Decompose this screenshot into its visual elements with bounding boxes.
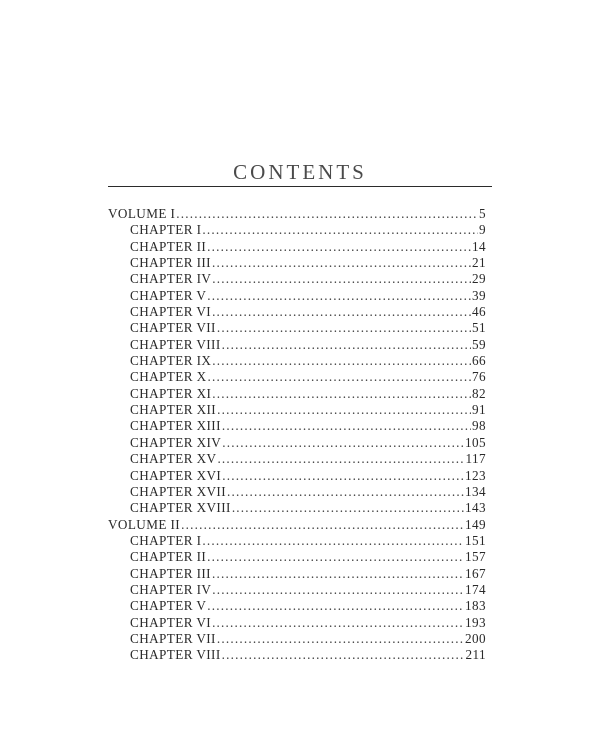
dot-leader xyxy=(181,517,464,533)
toc-chapter-entry[interactable] xyxy=(108,484,486,500)
toc-chapter-entry[interactable] xyxy=(108,353,486,369)
toc-entry-page-number: 105 xyxy=(465,434,486,450)
toc-entry-label: VOLUME I xyxy=(108,206,176,221)
dot-leader xyxy=(222,647,465,663)
dot-leader xyxy=(202,222,478,238)
toc-entry-label: CHAPTER V xyxy=(130,287,207,303)
toc-entry-page-number: 143 xyxy=(465,500,486,516)
dot-leader xyxy=(222,468,464,484)
dot-leader xyxy=(207,239,471,255)
toc-entry-label: CHAPTER VI xyxy=(130,614,212,630)
toc-chapter-entry[interactable] xyxy=(108,402,486,418)
dot-leader xyxy=(212,566,464,582)
dot-leader xyxy=(208,369,471,385)
dot-leader xyxy=(212,255,471,271)
toc-entry-label: CHAPTER VII xyxy=(130,630,216,646)
toc-chapter-entry[interactable] xyxy=(108,647,486,663)
toc-entry-page-number: 59 xyxy=(472,336,486,352)
toc-entry-label: CHAPTER II xyxy=(130,238,207,254)
toc-entry-label: CHAPTER XV xyxy=(130,451,217,467)
toc-chapter-entry[interactable] xyxy=(108,533,486,549)
toc-entry-label: CHAPTER IV xyxy=(130,581,212,597)
toc-entry-label: CHAPTER XVII xyxy=(130,483,227,499)
toc-chapter-entry[interactable] xyxy=(108,320,486,336)
dot-leader xyxy=(176,206,478,222)
toc-entry-label: CHAPTER XVIII xyxy=(130,500,231,516)
toc-chapter-entry[interactable] xyxy=(108,615,486,631)
dot-leader xyxy=(217,451,464,467)
toc-chapter-entry[interactable] xyxy=(108,582,486,598)
toc-entry-label: CHAPTER XI xyxy=(130,385,212,401)
toc-chapter-entry[interactable] xyxy=(108,239,486,255)
toc-chapter-entry[interactable] xyxy=(108,566,486,582)
toc-entry-page-number: 167 xyxy=(465,565,486,581)
toc-entry-page-number: 9 xyxy=(479,222,486,238)
toc-entry-label: CHAPTER V xyxy=(130,598,207,614)
toc-entry-label: CHAPTER II xyxy=(130,549,207,565)
toc-entry-page-number: 14 xyxy=(472,238,486,254)
toc-chapter-entry[interactable] xyxy=(108,222,486,238)
toc-chapter-entry[interactable] xyxy=(108,288,486,304)
dot-leader xyxy=(207,549,464,565)
toc-chapter-entry[interactable] xyxy=(108,418,486,434)
title-divider xyxy=(108,186,492,187)
toc-entry-page-number: 5 xyxy=(479,206,486,221)
toc-entry-page-number: 117 xyxy=(465,451,486,467)
toc-entry-page-number: 46 xyxy=(472,304,486,320)
toc-entry-label: VOLUME II xyxy=(108,516,181,532)
dot-leader xyxy=(222,337,471,353)
toc-entry-page-number: 51 xyxy=(472,320,486,336)
toc-chapter-entry[interactable] xyxy=(108,468,486,484)
dot-leader xyxy=(212,582,464,598)
toc-entry-label: CHAPTER IV xyxy=(130,271,212,287)
toc-chapter-entry[interactable] xyxy=(108,271,486,287)
dot-leader xyxy=(202,533,464,549)
toc-volume-entry[interactable] xyxy=(108,517,486,533)
toc-entry-page-number: 29 xyxy=(472,271,486,287)
dot-leader xyxy=(232,500,464,516)
page-title: CONTENTS xyxy=(233,160,367,185)
toc-chapter-entry[interactable] xyxy=(108,304,486,320)
toc-entry-page-number: 123 xyxy=(465,467,486,483)
toc-entry-page-number: 91 xyxy=(472,402,486,418)
toc-entry-page-number: 149 xyxy=(465,516,486,532)
toc-entry-page-number: 66 xyxy=(472,353,486,369)
toc-entry-label: CHAPTER VI xyxy=(130,304,212,320)
table-of-contents xyxy=(108,206,486,664)
toc-entry-label: CHAPTER III xyxy=(130,565,211,581)
toc-entry-page-number: 157 xyxy=(465,549,486,565)
toc-chapter-entry[interactable] xyxy=(108,631,486,647)
dot-leader xyxy=(212,304,471,320)
toc-chapter-entry[interactable] xyxy=(108,255,486,271)
dot-leader xyxy=(207,598,464,614)
toc-entry-label: CHAPTER XIV xyxy=(130,434,222,450)
toc-entry-label: CHAPTER XII xyxy=(130,402,217,418)
toc-entry-page-number: 200 xyxy=(465,630,486,646)
toc-entry-label: CHAPTER XVI xyxy=(130,467,222,483)
toc-entry-label: CHAPTER VIII xyxy=(130,336,221,352)
toc-entry-page-number: 151 xyxy=(465,532,486,548)
toc-entry-page-number: 134 xyxy=(465,483,486,499)
toc-entry-page-number: 39 xyxy=(472,287,486,303)
toc-entry-label: CHAPTER VII xyxy=(130,320,216,336)
toc-chapter-entry[interactable] xyxy=(108,500,486,516)
toc-chapter-entry[interactable] xyxy=(108,386,486,402)
dot-leader xyxy=(212,386,471,402)
toc-entry-label: CHAPTER I xyxy=(130,222,202,238)
toc-entry-label: CHAPTER XIII xyxy=(130,418,221,434)
dot-leader xyxy=(222,418,471,434)
toc-entry-label: CHAPTER VIII xyxy=(130,647,221,663)
toc-chapter-entry[interactable] xyxy=(108,435,486,451)
toc-chapter-entry[interactable] xyxy=(108,549,486,565)
toc-entry-label: CHAPTER IX xyxy=(130,353,212,369)
dot-leader xyxy=(217,402,471,418)
dot-leader xyxy=(212,353,471,369)
dot-leader xyxy=(207,288,471,304)
toc-chapter-entry[interactable] xyxy=(108,369,486,385)
toc-chapter-entry[interactable] xyxy=(108,598,486,614)
toc-entry-page-number: 174 xyxy=(465,581,486,597)
toc-chapter-entry[interactable] xyxy=(108,451,486,467)
toc-entry-page-number: 193 xyxy=(465,614,486,630)
dot-leader xyxy=(217,631,464,647)
toc-entry-page-number: 98 xyxy=(472,418,486,434)
dot-leader xyxy=(212,271,471,287)
toc-chapter-entry[interactable] xyxy=(108,337,486,353)
toc-entry-label: CHAPTER I xyxy=(130,532,202,548)
dot-leader xyxy=(222,435,464,451)
toc-entry-page-number: 183 xyxy=(465,598,486,614)
toc-entry-label: CHAPTER III xyxy=(130,255,211,271)
toc-entry-label: CHAPTER X xyxy=(130,369,207,385)
toc-entry-page-number: 21 xyxy=(472,255,486,271)
dot-leader xyxy=(212,615,464,631)
toc-entry-page-number: 76 xyxy=(472,369,486,385)
toc-entry-page-number: 82 xyxy=(472,385,486,401)
dot-leader xyxy=(227,484,464,500)
toc-volume-entry[interactable] xyxy=(108,206,486,222)
dot-leader xyxy=(217,320,471,336)
toc-entry-page-number: 211 xyxy=(465,647,486,663)
